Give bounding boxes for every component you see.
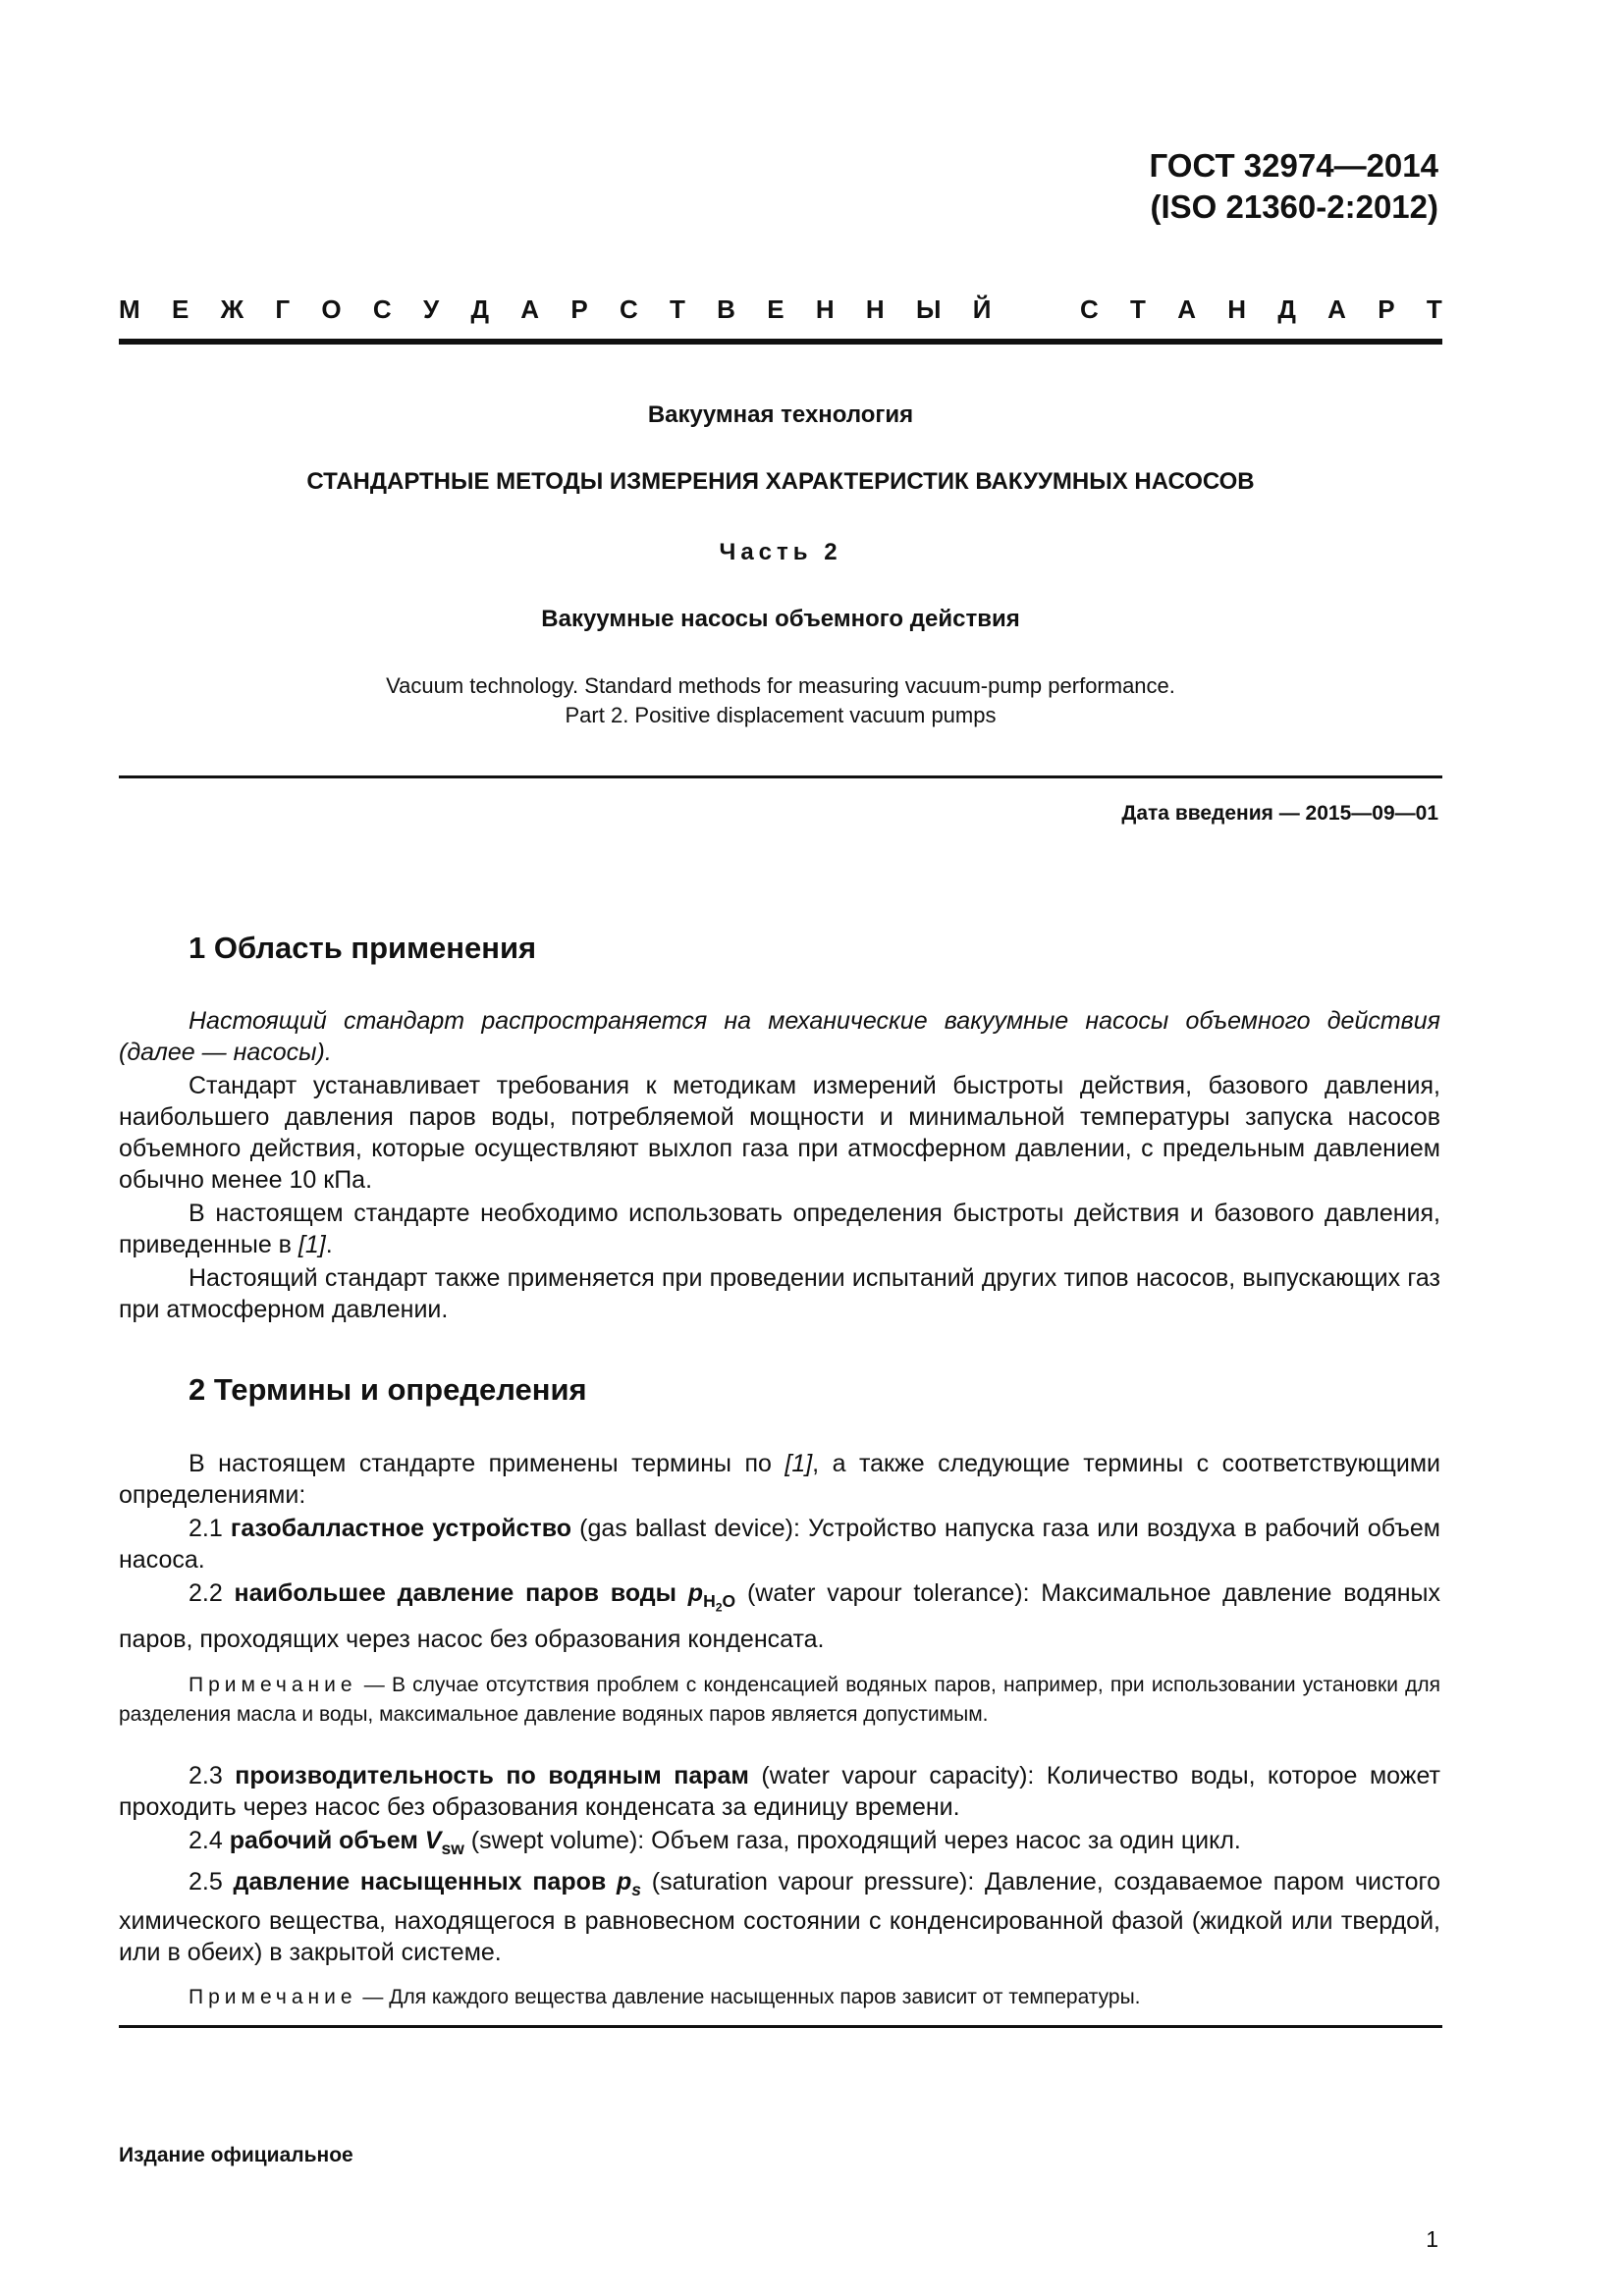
official-edition-label: Издание официальное: [119, 2144, 353, 2166]
section-1-heading: 1 Область применения: [189, 931, 537, 965]
english-title-line-1: Vacuum technology. Standard methods for measuring vacuum-pump performance.: [386, 673, 1175, 698]
header-rule: [119, 339, 1442, 345]
term-symbol-subscript: sw: [441, 1839, 464, 1858]
interstate-letter: Н: [1227, 294, 1247, 324]
part-title: Часть 2: [719, 539, 842, 565]
word-gap: [1023, 294, 1049, 325]
interstate-letter: У: [422, 294, 440, 324]
section-2-intro: [119, 1448, 1440, 1511]
subject-title: Вакуумная технология: [647, 401, 914, 428]
interstate-letter: С: [372, 294, 392, 324]
subscript-h: H: [703, 1591, 716, 1611]
term-2-3: [119, 1760, 1440, 1823]
term-symbol-subscript: [703, 1591, 736, 1615]
introduction-date: Дата введения — 2015—09—01: [1121, 802, 1438, 825]
term-2-4: [119, 1825, 1440, 1864]
interstate-letter: О: [321, 294, 342, 324]
section-1-paragraph-1: Настоящий стандарт распространяется на механические вакуумные насосы объемного действия (далее — насосы).: [119, 1007, 1440, 1066]
section-2-body: [119, 1448, 1440, 1657]
interstate-letter: М: [119, 294, 140, 324]
reference-1: [1]: [784, 1450, 813, 1477]
interstate-letter: Т: [1130, 294, 1146, 324]
section-1-paragraph-2: Стандарт устанавливает требования к методикам измерений быстроты действия, базового давления, наибольшего давления паров воды, потребляемой мощности и минимальной температуры запуска насосов объемного действия, которые осуществляют выхлоп газа при атмосферном давлении, с предельным давлением обычно менее 10 кПа.: [119, 1072, 1440, 1194]
term-name: производительность по водяным парам: [235, 1762, 749, 1789]
interstate-letter: Й: [972, 294, 992, 324]
subscript-2: 2: [715, 1600, 723, 1615]
interstate-letter: А: [1327, 294, 1346, 324]
section-1-body: [119, 1005, 1440, 1327]
interstate-letter: С: [619, 294, 638, 324]
term-symbol-subscript: s: [631, 1880, 641, 1899]
term-definition: (gas ballast device): Устройство напуска газа или воздуха в рабочий объем насоса.: [119, 1515, 1440, 1574]
intro-text-end: , а также следующие термины с соответствующими определениями:: [119, 1450, 1440, 1509]
term-2-1: [119, 1513, 1440, 1575]
term-definition: (swept volume): Объем газа, проходящий через насос за один цикл.: [463, 1827, 1241, 1854]
intro-text: В настоящем стандарте применены термины по: [189, 1450, 785, 1477]
interstate-letter: Е: [171, 294, 189, 324]
term-definition: (water vapour tolerance): Максимальное давление водяных паров, проходящих через насос без образования конденсата.: [119, 1579, 1441, 1653]
term-number: 2.4: [189, 1827, 230, 1854]
interstate-letter: Т: [670, 294, 685, 324]
note-label: Примечание: [189, 1986, 357, 2008]
page-number: 1: [1426, 2226, 1438, 2252]
term-name: давление насыщенных паров: [233, 1868, 617, 1896]
interstate-letter: Н: [815, 294, 835, 324]
standard-number: ГОСТ 32974—2014: [1149, 147, 1438, 184]
footer-rule: [119, 2025, 1442, 2028]
interstate-letter: В: [717, 294, 735, 324]
interstate-letter: Ж: [220, 294, 244, 324]
part-name-title: Вакуумные насосы объемного действия: [541, 606, 1020, 632]
interstate-letter: Е: [767, 294, 784, 324]
english-title-line-2: Part 2. Positive displacement vacuum pumps: [565, 703, 997, 727]
note-2: [119, 1983, 1440, 2012]
term-number: 2.3: [189, 1762, 236, 1789]
term-definition: (saturation vapour pressure): Давление, создаваемое паром чистого химического вещества, находящегося в равновесном состоянии с конденсированной фазой (жидкой или твердой, или в обеих) в закрытой системе.: [119, 1868, 1440, 1966]
note-text: — Для каждого вещества давление насыщенных паров зависит от температуры.: [356, 1986, 1141, 2008]
term-2-5: [119, 1866, 1440, 1968]
section-1-paragraph-3: [119, 1198, 1440, 1260]
interstate-letter: Т: [1426, 294, 1442, 324]
english-title: [119, 671, 1442, 730]
interstate-letter: А: [520, 294, 540, 324]
interstate-letter: Д: [1277, 294, 1296, 324]
paragraph-3-text: В настоящем стандарте необходимо использовать определения быстроты действия и базового давления, приведенные в: [119, 1200, 1440, 1258]
subscript-o: O: [722, 1591, 736, 1611]
interstate-letter: Н: [865, 294, 885, 324]
term-number: 2.5: [189, 1868, 234, 1896]
section-1-paragraph-4: Настоящий стандарт также применяется при проведении испытаний других типов насосов, выпускающих газ при атмосферном давлении.: [119, 1264, 1440, 1323]
interstate-letter: Р: [1378, 294, 1395, 324]
term-name: наибольшее давление паров воды: [234, 1579, 688, 1607]
section-2-heading: 2 Термины и определения: [189, 1372, 587, 1407]
term-symbol: p: [616, 1868, 632, 1896]
interstate-letter: С: [1079, 294, 1099, 324]
term-symbol: p: [687, 1579, 704, 1607]
reference-1: [1]: [298, 1231, 326, 1258]
iso-number: (ISO 21360-2:2012): [1150, 188, 1438, 225]
interstate-letter: Г: [275, 294, 291, 324]
term-symbol: V: [424, 1827, 442, 1854]
term-number: 2.1: [189, 1515, 231, 1542]
interstate-letter: Д: [470, 294, 489, 324]
standard-number-block: [1150, 145, 1438, 228]
paragraph-3-end: .: [325, 1231, 333, 1258]
note-label: Примечание: [189, 1674, 357, 1696]
title-rule: [119, 775, 1442, 778]
interstate-standard-label: [119, 294, 1442, 325]
term-number: 2.2: [189, 1579, 235, 1607]
main-title: СТАНДАРТНЫЕ МЕТОДЫ ИЗМЕРЕНИЯ ХАРАКТЕРИСТИК ВАКУУМНЫХ НАСОСОВ: [306, 468, 1255, 495]
section-2-body-continued: [119, 1760, 1440, 1970]
interstate-letter: А: [1177, 294, 1196, 324]
term-name: газобалластное устройство: [230, 1515, 572, 1542]
term-definition: (water vapour capacity): Количество воды, которое может проходить через насос без образования конденсата за единицу времени.: [119, 1762, 1440, 1821]
interstate-letter: Р: [570, 294, 588, 324]
term-name: рабочий объем: [229, 1827, 425, 1854]
note-text: — В случае отсутствия проблем с конденсацией водяных паров, например, при использовании установки для разделения масла и воды, максимальное давление водяных паров является допустимым.: [119, 1674, 1440, 1726]
interstate-letter: Ы: [915, 294, 942, 324]
term-2-2: [119, 1577, 1440, 1655]
note-1: [119, 1671, 1440, 1730]
